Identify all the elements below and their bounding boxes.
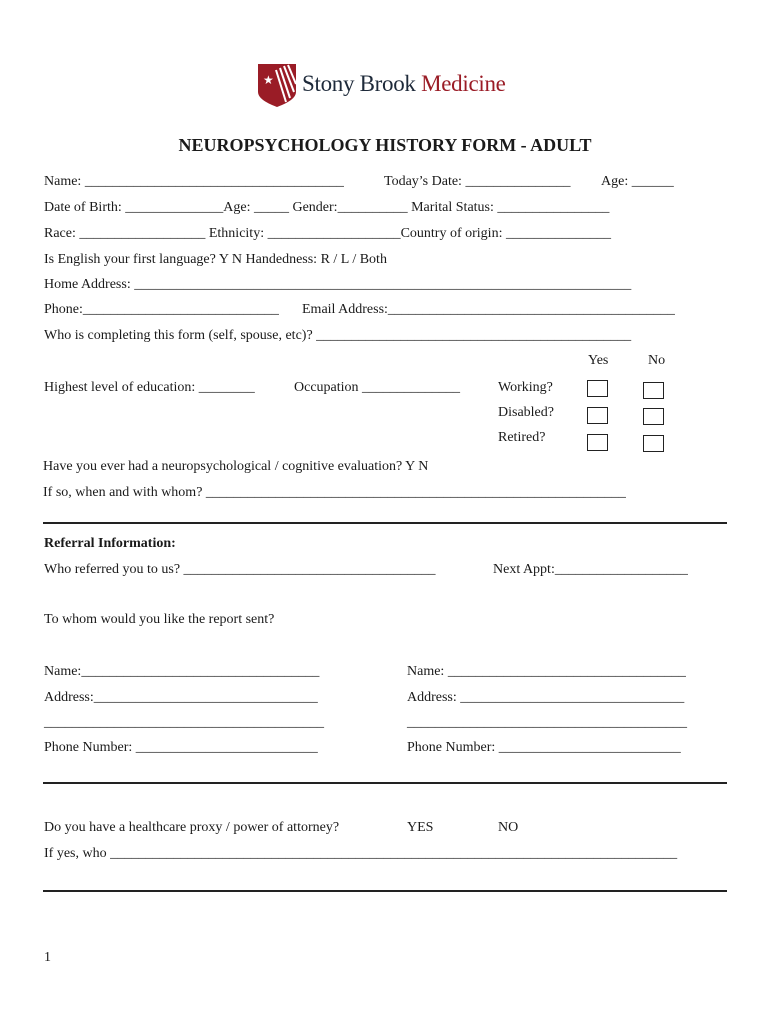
evaluation-when-field[interactable]: If so, when and with whom? ____________________________________________________________ (43, 485, 626, 500)
home-address-field[interactable]: Home Address: _______________________________________________________________________ (44, 277, 632, 292)
no-column-header: No (648, 353, 666, 368)
recipient1-address-line2[interactable]: ________________________________________ (44, 715, 324, 730)
report-recipient-question: To whom would you like the report sent? (44, 612, 275, 627)
referred-by-field[interactable]: Who referred you to us? ____________________________________ (44, 562, 436, 577)
retired-label: Retired? (498, 430, 546, 445)
yes-column-header: Yes (588, 353, 609, 368)
recipient1-phone-field[interactable]: Phone Number: __________________________ (44, 740, 318, 755)
phone-field[interactable]: Phone:____________________________ (44, 302, 279, 317)
dob-gender-marital-line[interactable]: Date of Birth: ______________Age: _____ Gender:__________ Marital Status: ________________ (44, 200, 610, 215)
stony-brook-medicine-logo (256, 62, 516, 108)
logo-wordmark (302, 70, 506, 98)
recipient2-address-line2[interactable]: ________________________________________ (407, 715, 687, 730)
prior-evaluation-question[interactable]: Have you ever had a neuropsychological / cognitive evaluation? Y N (43, 459, 429, 474)
proxy-who-field[interactable]: If yes, who _________________________________________________________________________________ (44, 846, 678, 861)
next-appt-field[interactable]: Next Appt:___________________ (493, 562, 688, 577)
recipient2-phone-field[interactable]: Phone Number: __________________________ (407, 740, 681, 755)
recipient1-address-field[interactable]: Address:________________________________ (44, 690, 318, 705)
shield-logo-icon (256, 62, 298, 108)
race-ethnicity-country-line[interactable]: Race: __________________ Ethnicity: ___________________Country of origin: _______________ (44, 226, 611, 241)
language-handedness-line[interactable]: Is English your first language? Y N Handedness: R / L / Both (44, 252, 387, 267)
referral-heading: Referral Information: (44, 536, 176, 551)
section-divider-2 (43, 782, 727, 784)
working-no-checkbox[interactable] (643, 382, 664, 399)
healthcare-proxy-question: Do you have a healthcare proxy / power of attorney? (44, 820, 340, 835)
retired-no-checkbox[interactable] (643, 435, 664, 452)
education-field[interactable] (44, 380, 255, 396)
working-label: Working? (498, 380, 553, 395)
occupation-field[interactable]: Occupation ______________ (294, 380, 461, 395)
page-number: 1 (44, 950, 51, 965)
svg-text:★: ★ (263, 73, 274, 87)
todays-date-field[interactable]: Today’s Date: _______________ (384, 174, 571, 189)
education-blank: ___ (233, 380, 255, 395)
form-title: NEUROPSYCHOLOGY HISTORY FORM - ADULT (178, 135, 592, 155)
disabled-label: Disabled? (498, 405, 554, 420)
name-field[interactable]: Name: _____________________________________ (44, 174, 344, 189)
recipient2-name-field[interactable]: Name: __________________________________ (407, 664, 686, 679)
section-divider-3 (43, 890, 727, 892)
disabled-yes-checkbox[interactable] (587, 407, 608, 424)
recipient2-address-field[interactable]: Address: ________________________________ (407, 690, 685, 705)
retired-yes-checkbox[interactable] (587, 434, 608, 451)
age-field[interactable]: Age: ______ (601, 174, 674, 189)
completing-form-field[interactable]: Who is completing this form (self, spouse, etc)? _____________________________________________ (44, 328, 632, 343)
disabled-no-checkbox[interactable] (643, 408, 664, 425)
proxy-yes-option[interactable]: YES (407, 820, 434, 835)
proxy-no-option[interactable]: NO (498, 820, 519, 835)
email-field[interactable]: Email Address:_________________________________________ (302, 302, 675, 317)
education-label: Highest level of education: _____ (44, 380, 234, 395)
logo-text-medicine: Medicine (421, 71, 506, 96)
section-divider (43, 522, 727, 524)
logo-text-stony-brook: Stony Brook (302, 71, 422, 96)
recipient1-name-field[interactable]: Name:__________________________________ (44, 664, 320, 679)
working-yes-checkbox[interactable] (587, 380, 608, 397)
